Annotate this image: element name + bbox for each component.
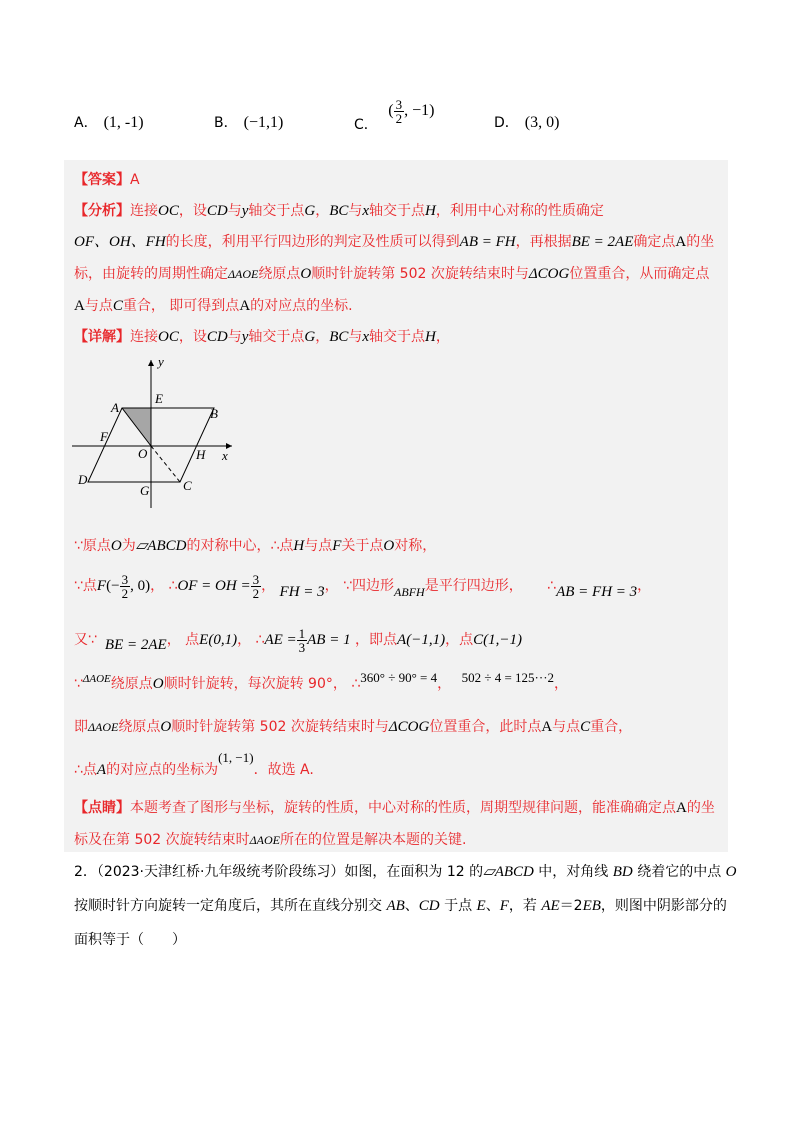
label-g: G (140, 483, 150, 498)
segment-oc (151, 446, 180, 482)
label-x: x (222, 448, 228, 463)
label-e: E (155, 391, 163, 406)
analysis-line-2: OF、OH、FH的长度，利用平行四边形的判定及性质可以得到AB = FH，再根据BE = 2AE确定点A的坐 (74, 234, 715, 250)
label-c: C (183, 478, 192, 493)
option-d: D． (3, 0) (494, 114, 560, 131)
label-y: y (158, 354, 164, 369)
option-a-value: (1, -1) (103, 114, 144, 131)
answer-line: 【答案】A (74, 172, 140, 188)
option-c: C． ( $\frac{3}{2}$ , −1) (354, 97, 435, 134)
label-b: B (210, 406, 218, 421)
label-a: A (111, 400, 119, 415)
label-h: H (196, 447, 206, 462)
proof-line-3: 又∵ BE = 2AE， 点E(0,1)， ∴AE = $\frac{1}{3}$ AB = 1 ，即点A(−1,1)，点C(1,−1) (74, 625, 522, 655)
option-a: A． (1, -1) (74, 114, 144, 131)
question-2-line-1: 2．（2023·天津红桥·九年级统考阶段练习）如图，在面积为 12 的▱ABCD 中，对角线 BD 绕着它的中点 O (74, 864, 737, 880)
question-2-line-2: 按顺时针方向旋转一定角度后，其所在直线分别交 AB、CD 于点 E、F，若 AE＝2EB，则图中阴影部分的 (74, 898, 727, 914)
analysis-line-3: 标，由旋转的周期性确定ΔAOE绕原点O顺时针旋转第 502 次旋转结束时与ΔCOG位置重合，从而确定点 (74, 266, 710, 282)
option-b: B． (−1,1) (214, 114, 284, 131)
analysis-line-1: 【分析】连接OC，设CD与y轴交于点G，BC与x轴交于点H，利用中心对称的性质确定 (74, 203, 604, 219)
geometry-figure (70, 352, 240, 512)
label-d: D (78, 472, 88, 487)
analysis-line-4: A与点C重合， 即可得到点A的对应点的坐标. (74, 298, 353, 314)
proof-line-2: ∵点F(− $\frac{3}{2}$ , 0)， ∴OF = OH = $\frac{3}{2}$ ， FH = 3， ∵四边形ABFH是平行四边形， ∴AB = FH = 3， (74, 571, 652, 602)
option-d-value: (3, 0) (524, 114, 560, 131)
comment-line-1: 【点睛】本题考查了图形与坐标，旋转的性质，中心对称的性质，周期型规律问题，能准确确定点A的坐 (74, 800, 715, 816)
proof-line-1: ∵原点O为▱ABCD的对称中心，∴点H与点F关于点O对称， (74, 538, 437, 554)
question-2-line-3: 面积等于（ ） (74, 932, 186, 948)
label-o: O (138, 446, 148, 461)
option-c-value: ( $\frac{3}{2}$ , −1) (388, 97, 435, 126)
option-b-value: (−1,1) (243, 114, 284, 131)
detail-line-1: 【详解】连接OC，设CD与y轴交于点G，BC与x轴交于点H， (74, 329, 450, 345)
label-f: F (100, 429, 108, 444)
proof-line-5: 即ΔAOE绕原点O顺时针旋转第 502 次旋转结束时与ΔCOG位置重合，此时点A与点C重合， (74, 719, 633, 735)
proof-line-6: ∴点A的对应点的坐标为(1, −1)．故选 A. (74, 750, 314, 778)
proof-line-4: ∵$^{\Delta AOE}$绕原点O顺时针旋转，每次旋转 90°， ∴360° ÷ 90° = 4， 502 ÷ 4 = 125···2， (74, 670, 569, 692)
comment-line-2: 标及在第 502 次旋转结束时ΔAOE所在的位置是解决本题的关键. (74, 832, 467, 848)
